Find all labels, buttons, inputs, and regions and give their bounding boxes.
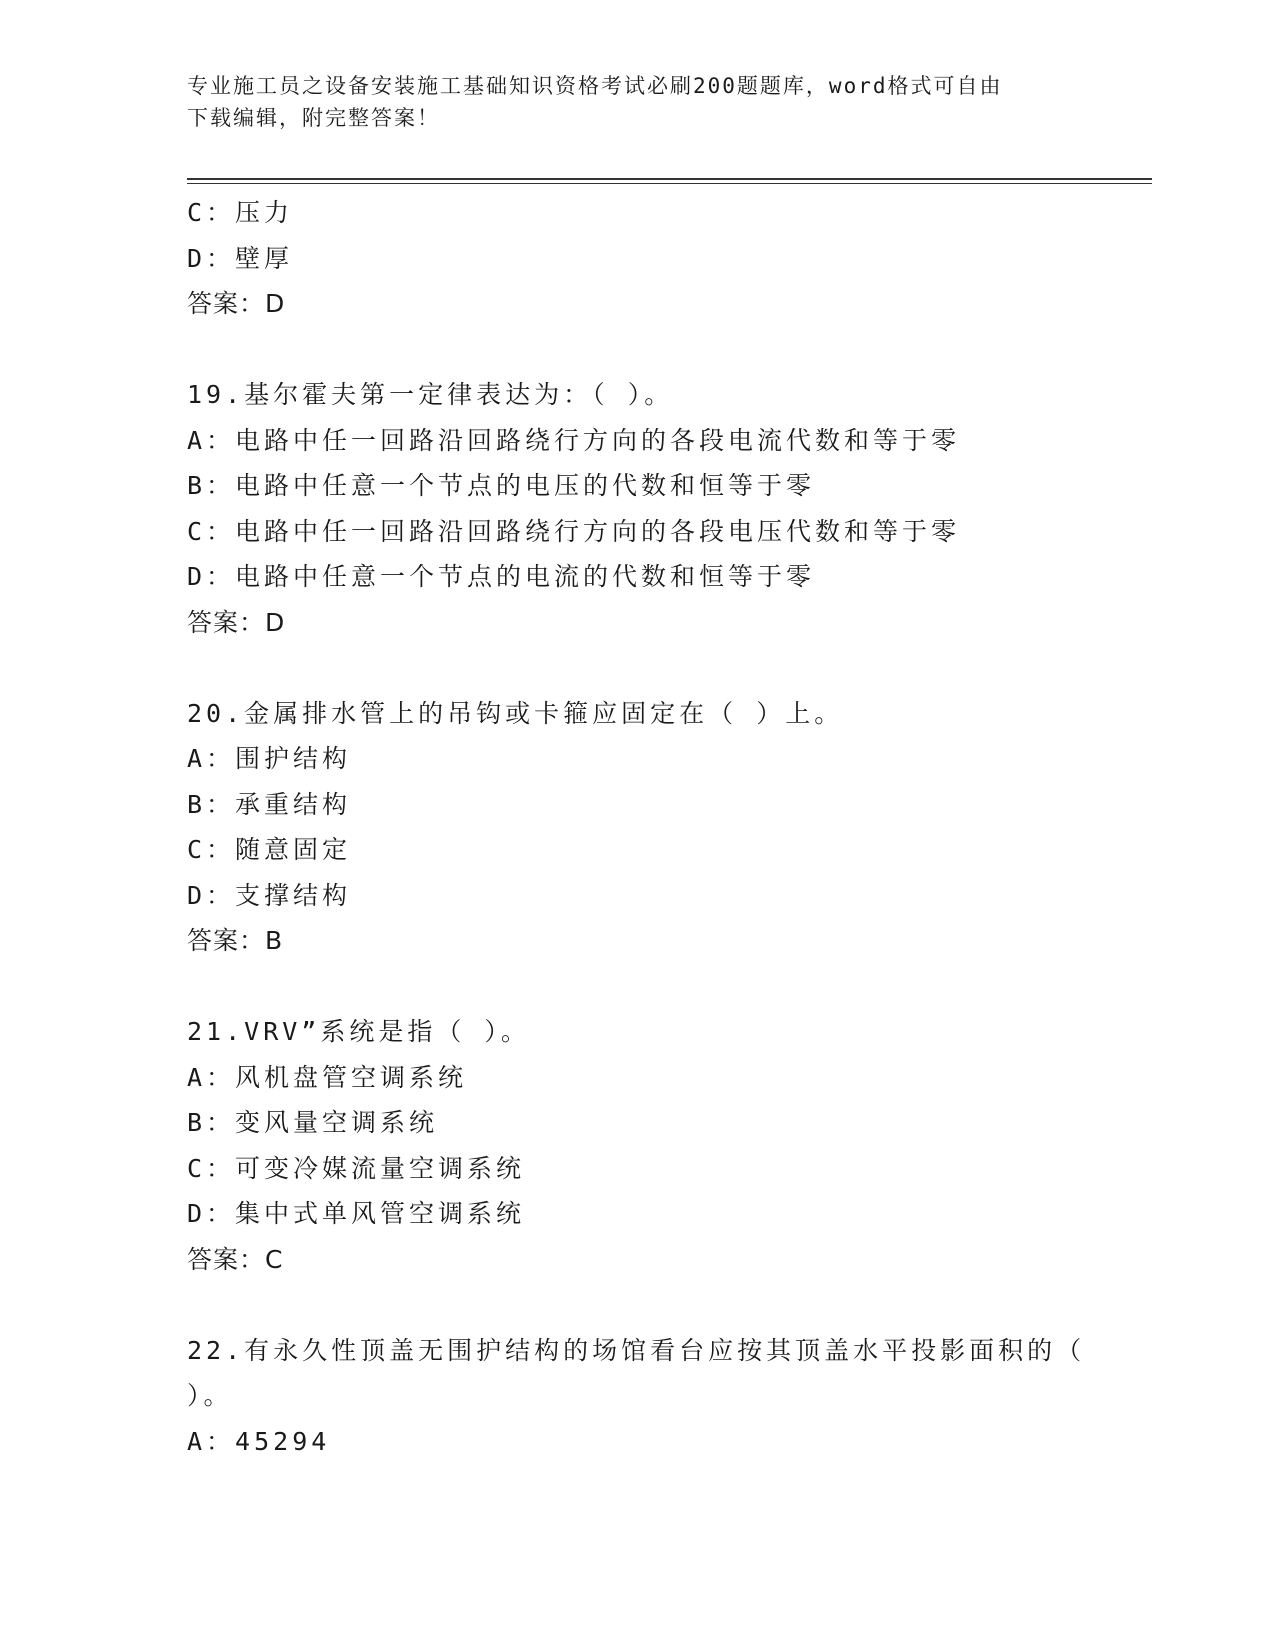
- question-text: 20.金属排水管上的吊钩或卡箍应固定在（ ）上。: [187, 698, 844, 728]
- page-header: [187, 70, 1087, 134]
- option-a: A：风机盘管空调系统: [187, 1062, 468, 1092]
- option-b: B：电路中任意一个节点的电压的代数和恒等于零: [187, 471, 816, 500]
- spacer: [187, 1283, 1147, 1328]
- header-rule-thick: [187, 178, 1152, 180]
- option-b: B：承重结构: [187, 789, 352, 819]
- option-a: A：电路中任一回路沿回路绕行方向的各段电流代数和等于零: [187, 425, 961, 455]
- question-text-line-2: ）。: [187, 1381, 233, 1410]
- header-rule-thin: [187, 183, 1152, 184]
- header-line-1: 专业施工员之设备安装施工基础知识资格考试必刷200题题库，word格式可自由: [187, 74, 1003, 98]
- answer: 答案：D: [187, 607, 286, 637]
- option-c: C：可变冷媒流量空调系统: [187, 1153, 526, 1183]
- question-19: [187, 372, 1147, 646]
- option-c: C：压力: [187, 198, 294, 227]
- question-18-tail: [187, 190, 1147, 327]
- question-20: [187, 691, 1147, 965]
- question-22: [187, 1328, 1147, 1465]
- question-text-line-1: 22.有永久性顶盖无围护结构的场馆看台应按其顶盖水平投影面积的（: [187, 1335, 1086, 1365]
- question-21: [187, 1009, 1147, 1283]
- option-c: C：随意固定: [187, 835, 352, 864]
- question-text: 19.基尔霍夫第一定律表达为：（ ）。: [187, 380, 674, 409]
- question-list: [187, 190, 1147, 1464]
- option-d: D：集中式单风管空调系统: [187, 1199, 526, 1228]
- spacer: [187, 964, 1147, 1009]
- option-d: D：电路中任意一个节点的电流的代数和恒等于零: [187, 562, 816, 591]
- answer: 答案：D: [187, 289, 286, 318]
- question-text: 21.VRV”系统是指（ ）。: [187, 1017, 530, 1046]
- option-a: A：45294: [187, 1426, 331, 1456]
- option-c: C：电路中任一回路沿回路绕行方向的各段电压代数和等于零: [187, 516, 961, 546]
- answer: 答案：B: [187, 926, 284, 955]
- answer: 答案：C: [187, 1244, 284, 1274]
- option-d: D：支撑结构: [187, 880, 352, 910]
- option-b: B：变风量空调系统: [187, 1108, 439, 1137]
- spacer: [187, 646, 1147, 691]
- header-line-2: 下载编辑，附完整答案！: [187, 106, 440, 130]
- option-a: A：围护结构: [187, 744, 352, 773]
- spacer: [187, 327, 1147, 372]
- option-d: D：壁厚: [187, 243, 294, 273]
